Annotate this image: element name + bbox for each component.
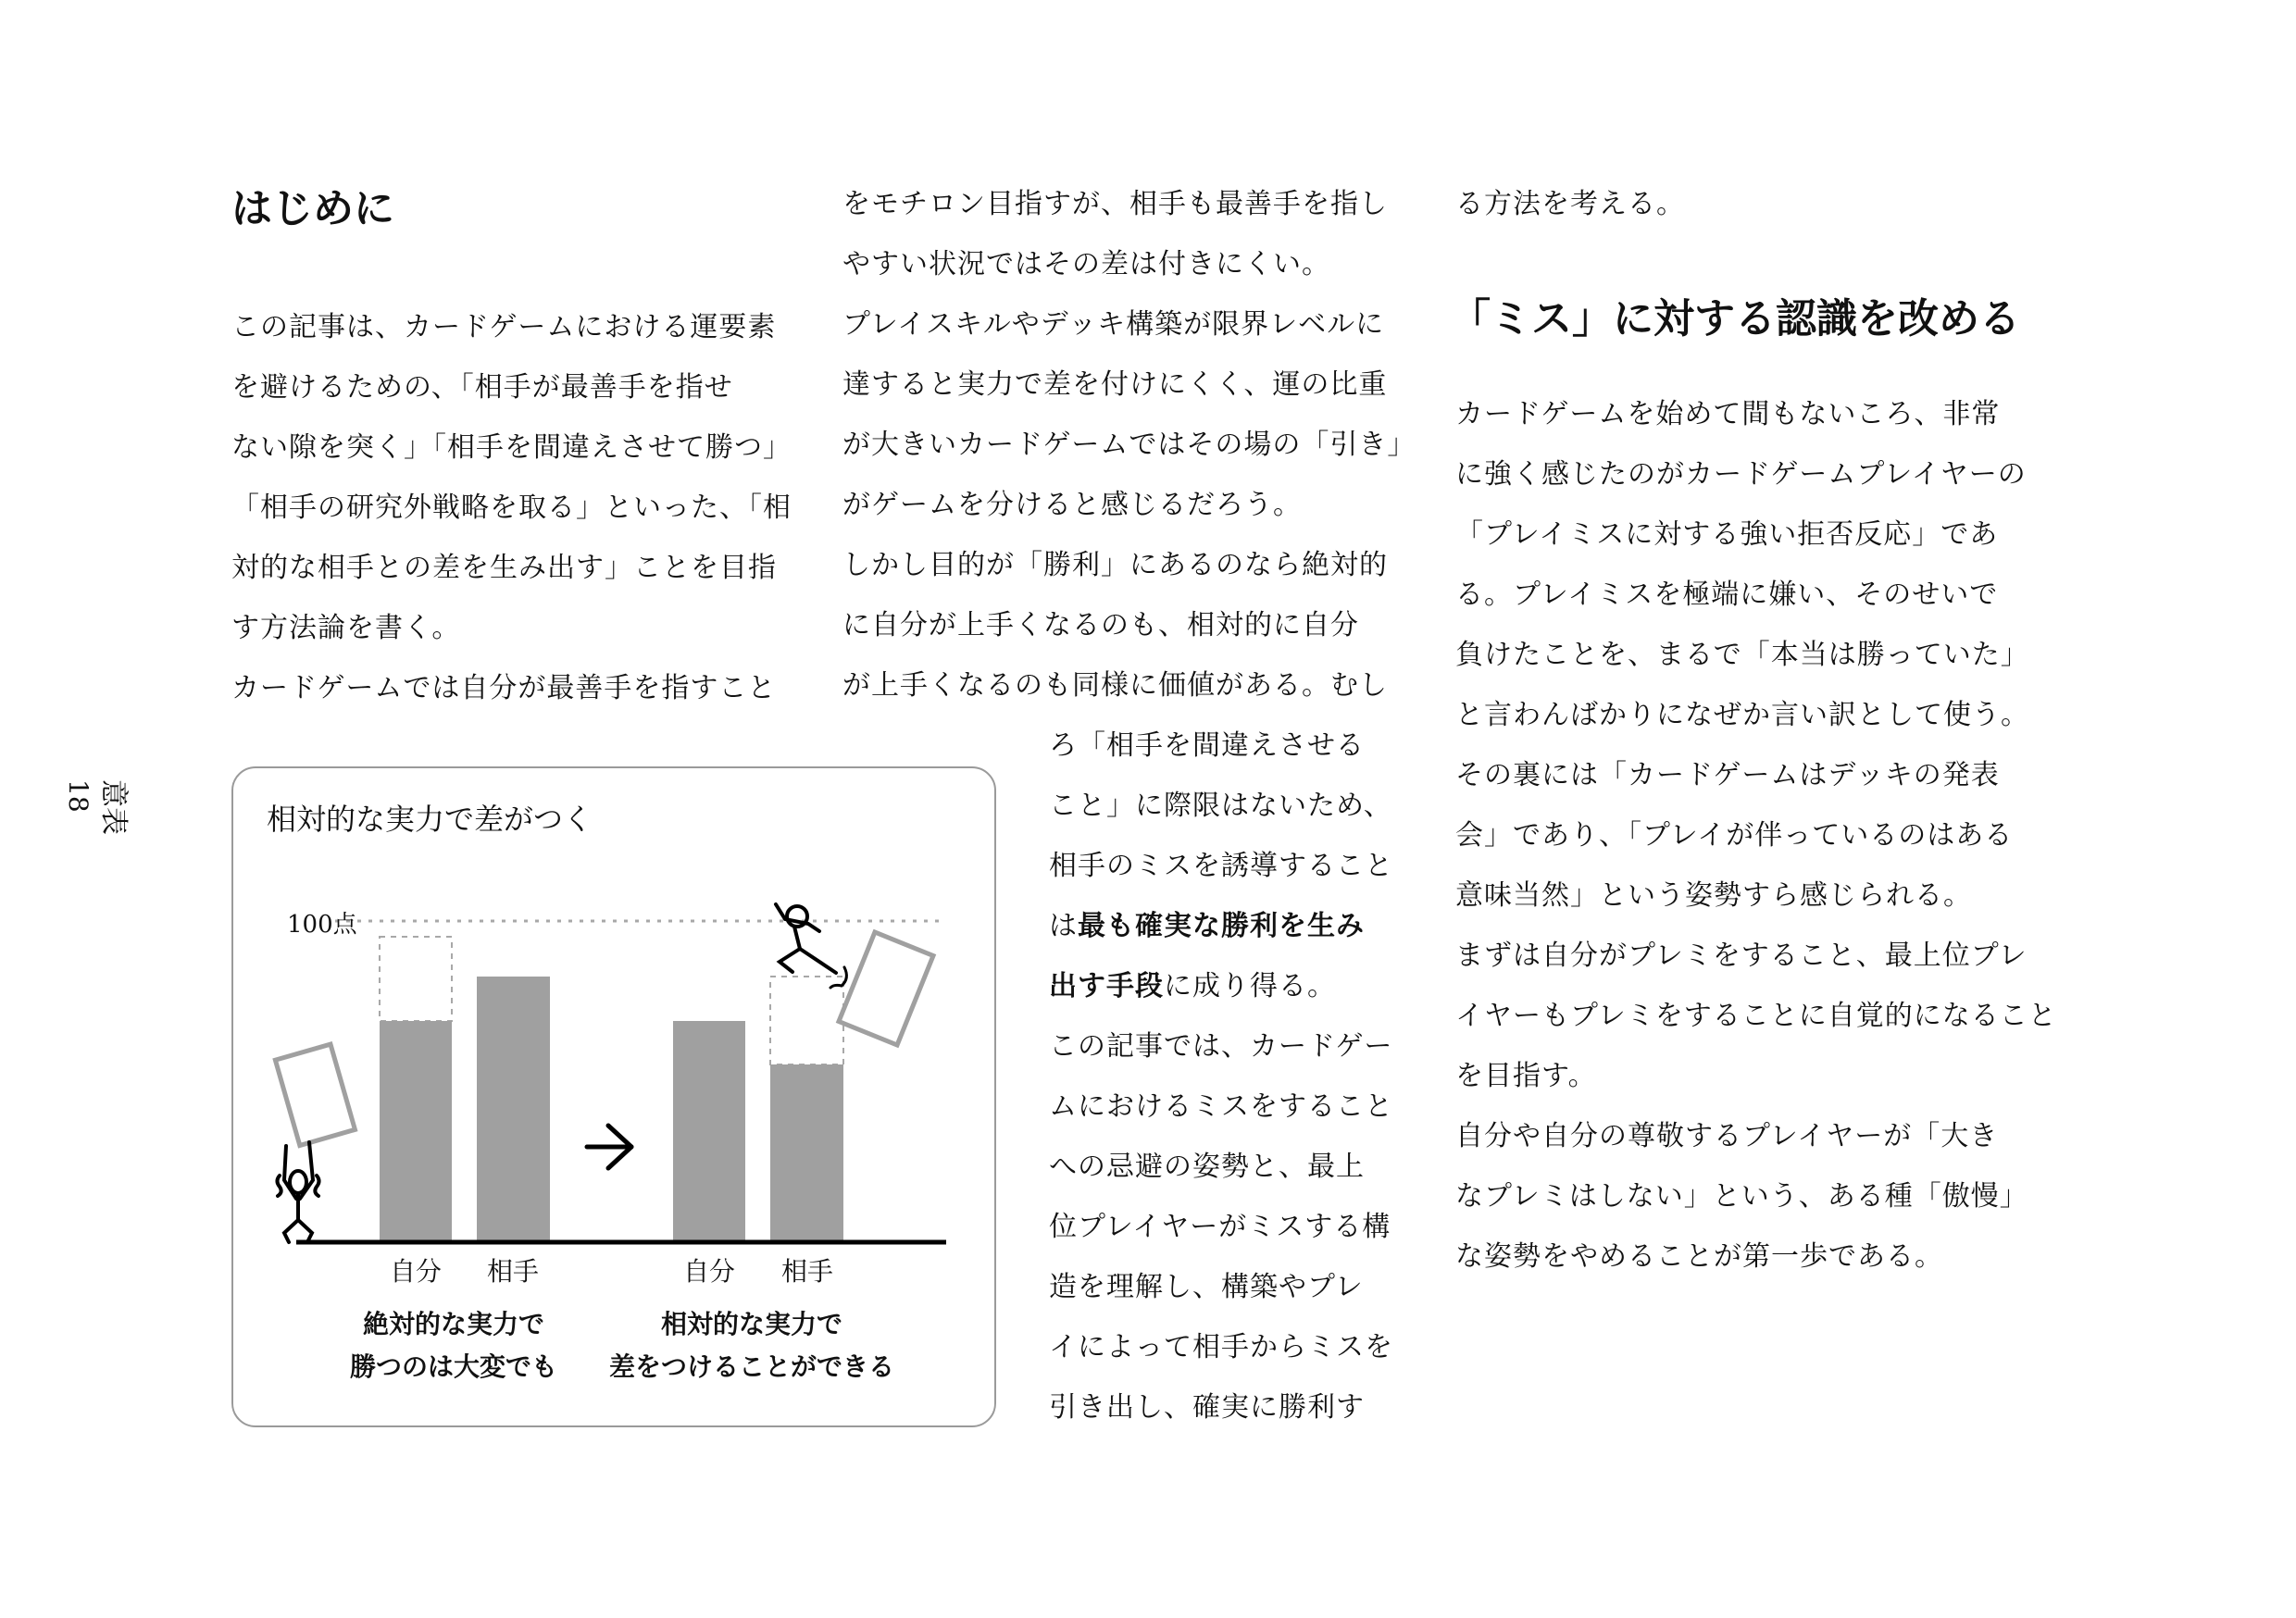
text-line: に強く感じたのがカードゲームプレイヤーの [1455,458,2027,491]
text-line: 意味当然」という姿勢すら感じられる。 [1455,879,1972,912]
card-icon [839,932,933,1045]
text-line: す方法論を書く。 [231,612,461,644]
text-line: イによって相手からミスを [1049,1331,1393,1363]
text-line: イヤーもプレミをすることに自覚的になること [1455,1000,2057,1032]
text-line: 負けたことを、まるで「本当は勝っていた」 [1455,639,2029,671]
text-line: 対的な相手との差を生み出す」ことを目指 [231,552,777,584]
bar-self-right [673,1021,745,1242]
emphasis-text: 最も確実な勝利を生み [1078,910,1365,942]
text-line: まずは自分がプレミをすること、最上位プレ [1455,940,2028,972]
text-fragment: は [1049,910,1078,942]
text-line: 達すると実力で差を付けにくく、運の比重 [842,368,1388,401]
figure-title: 相対的な実力で差がつく [267,802,593,837]
text-line: 相手のミスを誘導すること [1049,850,1393,882]
text-line: カードゲームでは自分が最善手を指すこと [231,672,777,704]
text-line-emphasis [1049,896,1401,956]
text-line: ろ「相手を間違えさせる [1049,729,1365,762]
text-line: なプレミはしない」という、ある種「傲慢」 [1455,1180,2028,1213]
text-line: こと」に際限はないため、 [1049,790,1392,822]
text-fragment: に成り得る。 [1164,970,1336,1002]
column-2 [842,174,1416,716]
y-axis-label-100: 100点 [287,911,357,939]
page-marker [48,779,131,863]
text-line: 位プレイヤーがミスする構 [1049,1211,1391,1243]
column-3 [1450,174,2057,1287]
ghost-bar [380,937,452,1021]
stick-figure-kicking-icon [776,904,846,988]
text-line: 「プレイミスに対する強い拒否反応」であ [1455,518,1999,551]
category-label-opponent: 相手 [486,1256,539,1287]
category-label-opponent: 相手 [780,1256,833,1287]
text-line: に自分が上手くなるのも、相対的に自分 [842,609,1359,641]
text-line: 「相手の研究外戦略を取る」といった、「相 [231,492,792,524]
bar-opponent-left [477,977,550,1242]
text-line: と言わんばかりになぜか言い訳として使う。 [1455,699,2029,731]
figure-box [231,766,996,1427]
stick-figure-lifting-icon [278,1142,319,1242]
text-line: プレイスキルやデッキ構築が限界レベルに [842,308,1385,341]
text-line: 会」であり、「プレイが伴っているのはある [1455,819,2014,852]
caption-line: 差をつけることができる [608,1351,894,1382]
bar-self-left [380,1021,452,1242]
caption-line: 相対的な実力で [660,1309,842,1339]
text-line: な姿勢をやめることが第一歩である。 [1455,1240,1943,1273]
text-line: る方法を考える。 [1455,188,1685,220]
caption-right [608,1303,895,1388]
bar-opponent-right [770,1064,843,1242]
column-1 [231,181,792,718]
category-label-self: 自分 [389,1256,442,1287]
heading-introduction: はじめに [231,185,394,232]
text-line: を目指す。 [1455,1060,1597,1092]
text-line: カードゲームを始めて間もないころ、非常 [1455,398,2001,430]
ghost-bar [770,977,843,1064]
card-icon [275,1044,355,1145]
heading-mistake-recognition: 「ミス」に対する認識を改める [1450,295,2020,342]
section-title: 意表 [97,779,130,835]
text-line: ない隙を突く」「相手を間違えさせて勝つ」 [231,431,792,464]
text-line: やすい状況ではその差は付きにくい。 [842,248,1330,280]
text-line: が上手くなるのも同様に価値がある。むし [842,669,1388,702]
caption-line: 絶対的な実力で [362,1309,544,1339]
text-line: 造を理解し、構築やプレ [1049,1271,1364,1303]
column-2-narrow [1049,716,1401,1438]
page-number: 18 [63,779,94,813]
category-label-self: 自分 [682,1256,735,1287]
text-line: その裏には「カードゲームはデッキの発表 [1455,759,2000,791]
text-line: 自分や自分の尊敬するプレイヤーが「大き [1455,1120,1999,1152]
text-line: をモチロン目指すが、相手も最善手を指し [842,188,1388,220]
text-line: この記事は、カードゲームにおける運要素 [231,311,777,343]
text-line: 引き出し、確実に勝利す [1049,1391,1365,1424]
arrow-right-icon [587,1126,631,1168]
caption-line: 勝つのは大変でも [349,1351,557,1382]
emphasis-text: 出す手段 [1049,970,1164,1002]
text-line: る。プレイミスを極端に嫌い、そのせいで [1455,579,1999,611]
caption-left [343,1303,565,1388]
text-line: この記事では、カードゲー [1049,1030,1393,1063]
text-line: が大きいカードゲームではその場の「引き」 [842,429,1416,461]
text-line: がゲームを分けると感じるだろう。 [842,489,1302,521]
text-line-emphasis [1049,956,1401,1016]
text-line: を避けるための、「相手が最善手を指せ [231,371,733,404]
text-line: への忌避の姿勢と、最上 [1049,1151,1365,1183]
text-line: ムにおけるミスをすること [1049,1090,1393,1123]
text-line: しかし目的が「勝利」にあるのなら絶対的 [842,549,1388,581]
